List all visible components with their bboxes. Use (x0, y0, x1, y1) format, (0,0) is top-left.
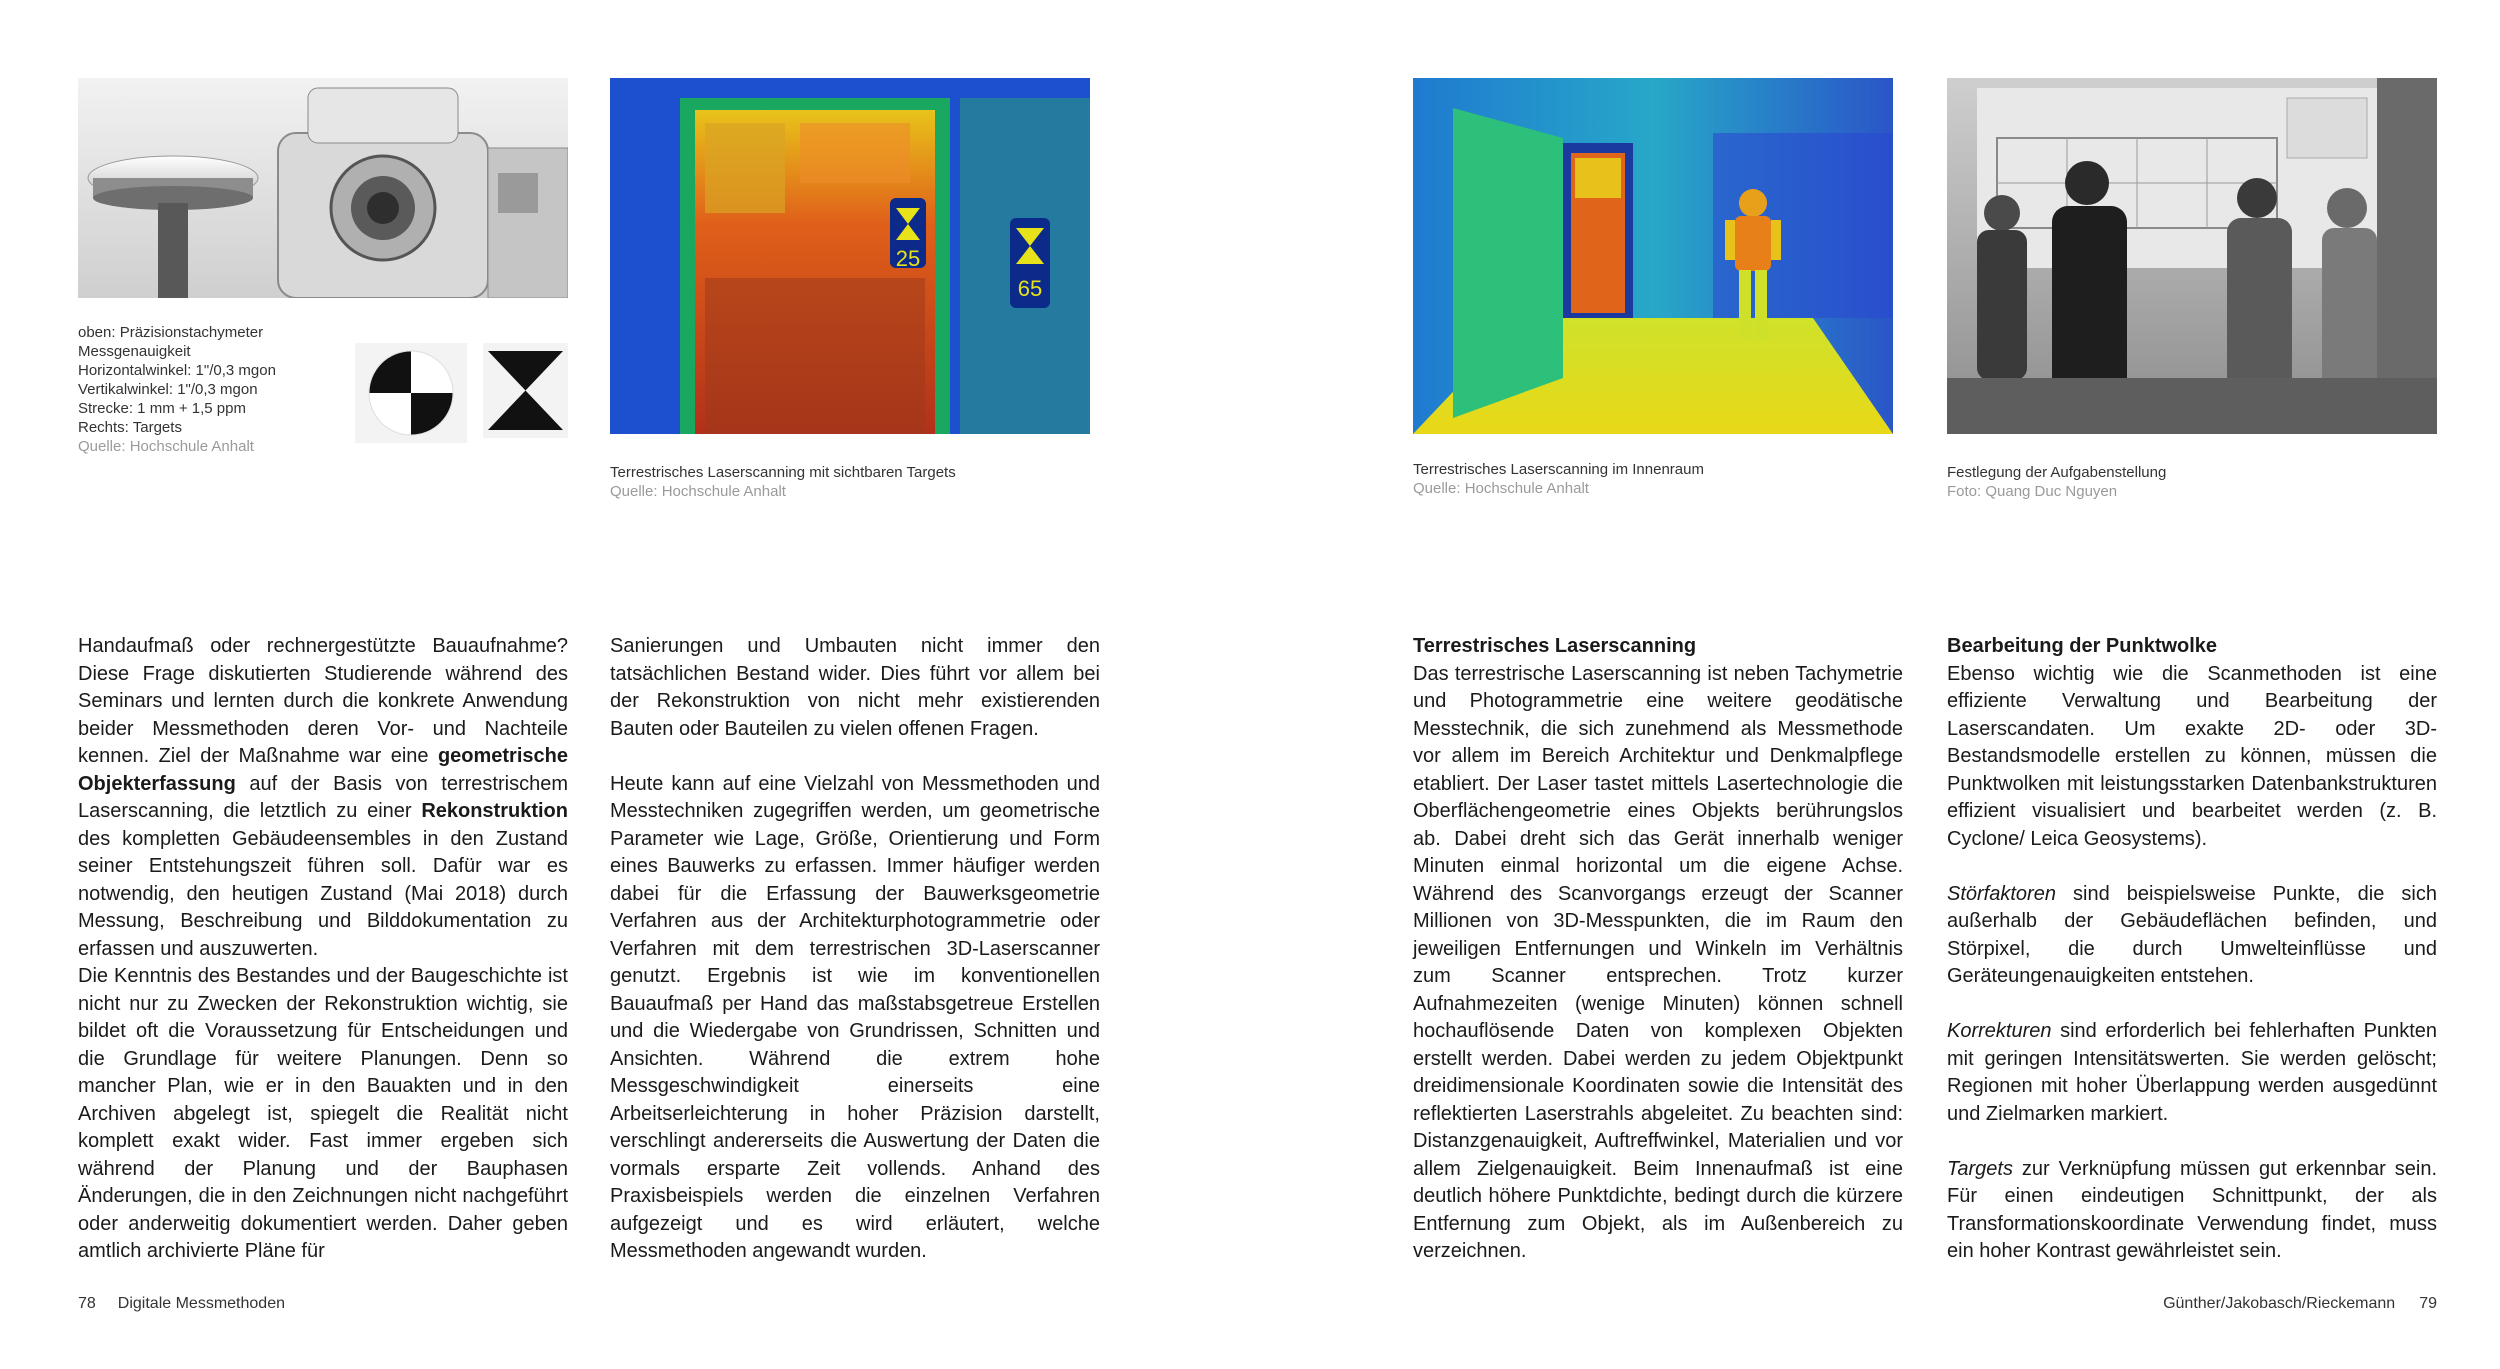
caption-group-photo (1947, 463, 2437, 501)
caption-source: Foto: Quang Duc Nguyen (1947, 483, 2118, 500)
caption-line: Messgenauigkeit (78, 343, 191, 360)
caption-title: Terrestrisches Laserscanning im Innenraum (1413, 461, 1704, 478)
laserscan-interior-image (1413, 78, 1893, 434)
paragraph: Handaufmaß oder rechnergestützte Bauaufnahme? Diese Frage diskutierten Studierende während des Seminars und lernten durch die konkrete Anwendung beider Messmethoden deren Vor- und Nachteile kennen. Ziel der Maßnahme war eine geometrische Objekterfassung auf der Basis von terrestrischem Laserscanning, die letztlich zu einer Rekonstruktion des kompletten Gebäudeensembles in den Zustand seiner Entstehungszeit führen soll. Dafür war es notwendig, den heutigen Zustand (Mai 2018) durch Messung, Beschreibung und Bilddokumentation zu erfassen und auszuwerten. (78, 635, 568, 960)
section-title: Digitale Messmethoden (117, 1295, 285, 1312)
text-column-4 (1947, 633, 2437, 1266)
paragraph: Die Kenntnis des Bestandes und der Baugeschichte ist nicht nur zu Zwecken der Rekonstruktion wichtig, sie bildet oft die Voraussetzung für Entscheidungen und die Grundlage für weitere Planungen. Denn so mancher Plan, wie er in den Bauakten und in den Archiven abgelegt ist, spiegelt die Realität nicht komplett exakt wider. Fast immer ergeben sich während der Planung und der Bauphasen Änderungen, die in den Zeichnungen nicht nachgeführt oder anderweitig dokumentiert werden. Daher geben amtlich archivierte Pläne für (78, 965, 568, 1262)
caption-line: Horizontalwinkel: 1"/0,3 mgon (78, 362, 276, 379)
caption-line: Rechts: Targets (78, 419, 182, 436)
target-label-25: 25 (895, 246, 921, 271)
emphasis: Korrekturen (1947, 1020, 2052, 1042)
author-names: Günther/Jakobasch/Rieckemann (2163, 1295, 2396, 1312)
caption-laserscan-targets (610, 463, 1090, 501)
text-column-2 (610, 633, 1100, 1266)
caption-line: Vertikalwinkel: 1"/0,3 mgon (78, 381, 258, 398)
caption-line: Strecke: 1 mm + 1,5 ppm (78, 400, 246, 417)
section-heading: Bearbeitung der Punktwolke (1947, 635, 2218, 657)
paragraph: Heute kann auf eine Vielzahl von Messmethoden und Messtechniken zugegriffen werden, um geometrische Parameter wie Lage, Größe, Orientierung und Form eines Bauwerks zu erfassen. Immer häufiger werden dabei für die Erfassung der Bauwerksgeometrie Verfahren aus der Architekturphotogrammetrie oder Verfahren mit dem terrestrischen 3D-Laserscanner genutzt. Ergebnis ist wie im konventionellen Bauaufmaß per Hand das maßstabsgetreue Erstellen und die Wiedergabe von Grundrissen, Schnitten und Ansichten. Während die extrem hohe Messgeschwindigkeit einerseits eine Arbeitserleichterung in hoher Präzision darstellt, verschlingt andererseits die Auswertung der Daten die vormals ersparte Zeit vollends. Anhand des Praxisbeispiels werden die einzelnen Verfahren aufgezeigt und es wird erläutert, welche Messmethoden angewandt wurden. (610, 772, 1100, 1262)
hourglass-target-icon (483, 343, 568, 438)
section-heading: Terrestrisches Laserscanning (1413, 635, 1697, 657)
paragraph: Ebenso wichtig wie die Scanmethoden ist eine effiziente Verwaltung und Bearbeitung der Laserscandaten. Um exakte 2D- oder 3D-Bestandsmodelle erstellen zu können, müssen die Punktwolken mit leistungsstarken Datenbankstrukturen effizient visualisiert und bearbeitet werden (z. B. Cyclone/ Leica Geosystems). (1947, 662, 2437, 850)
caption-tachymeter (78, 323, 328, 456)
tachymeter-photo (78, 78, 568, 298)
caption-source: Quelle: Hochschule Anhalt (610, 483, 786, 500)
caption-line: oben: Präzisionstachymeter (78, 324, 264, 341)
caption-source: Quelle: Hochschule Anhalt (1413, 480, 1589, 497)
paragraph: Störfaktoren sind beispielsweise Punkte, die sich außerhalb der Gebäudeflächen befinden, und Störpixel, die durch Umwelteinflüsse und Geräteungenauigkeiten entstehen. (1947, 882, 2437, 987)
paragraph: Sanierungen und Umbauten nicht immer den tatsächlichen Bestand wider. Dies führt vor allem bei der Rekonstruktion von nicht mehr existierenden Bauten oder Bauteilen zu vielen offenen Fragen. (610, 635, 1100, 740)
paragraph: Das terrestrische Laserscanning ist neben Tachymetrie und Photogrammetrie eine weitere geodätische Messtechnik, die sich zunehmend als Messmethode vor allem im Bereich Architektur und Denkmalpflege etabliert. Der Laser tastet mittels Lasertechnologie die Oberflächengeometrie eines Objekts berührungslos ab. Dabei dreht sich das Gerät innerhalb weniger Minuten einmal horizontal um die eigene Achse. Während des Scanvorgangs erzeugt der Scanner Millionen von 3D-Messpunkten, die im Raum den jeweiligen Entfernungen und Winkeln im Verhältnis zum Scanner entsprechen. Trotz kurzer Aufnahmezeiten (wenige Minuten) können schnell hochauflösende Daten von komplexen Objekten erstellt werden. Dabei werden zu jedem Objektpunkt dreidimensionale Koordinaten sowie die Intensität des reflektierten Laserstrahls abgeleitet. Zu beachten sind: Distanzgenauigkeit, Auftreffwinkel, Materialien und vor allem Zielgenauigkeit. Beim Innenaufmaß ist eine deutlich höhere Punktdichte, bedingt durch die kürzere Entfernung zum Objekt, als im Außenbereich zu verzeichnen. (1413, 662, 1903, 1262)
emphasis: Rekonstruktion (421, 800, 568, 822)
emphasis: Targets (1947, 1157, 2013, 1180)
page-number: 78 (78, 1295, 96, 1312)
text-column-3 (1413, 633, 1903, 1266)
target-label-65: 65 (1017, 276, 1043, 301)
text-column-1 (78, 633, 568, 1266)
emphasis: geometrische Objekterfassung (78, 745, 568, 795)
caption-title: Festlegung der Aufgabenstellung (1947, 464, 2167, 481)
caption-source: Quelle: Hochschule Anhalt (78, 438, 254, 455)
footer-left (78, 1295, 285, 1313)
page-number: 79 (2419, 1295, 2437, 1312)
paragraph: Targets zur Verknüpfung müssen gut erkennbar sein. Für einen eindeutigen Schnittpunkt, der als Transformationskoordinate Verwendung findet, muss ein hoher Kontrast gewährleistet sein. (1947, 1157, 2437, 1262)
group-photo (1947, 78, 2437, 434)
emphasis: Störfaktoren (1947, 882, 2056, 905)
laserscan-door-image (610, 78, 1090, 434)
circular-target-icon (355, 343, 467, 443)
caption-title: Terrestrisches Laserscanning mit sichtbaren Targets (610, 464, 956, 481)
footer-right (2163, 1295, 2437, 1313)
caption-laserscan-interior (1413, 460, 1893, 498)
paragraph: Korrekturen sind erforderlich bei fehlerhaften Punkten mit geringen Intensitätswerten. Sie werden gelöscht; Regionen mit hoher Überlappung werden ausgedünnt und Zielmarken markiert. (1947, 1020, 2437, 1125)
